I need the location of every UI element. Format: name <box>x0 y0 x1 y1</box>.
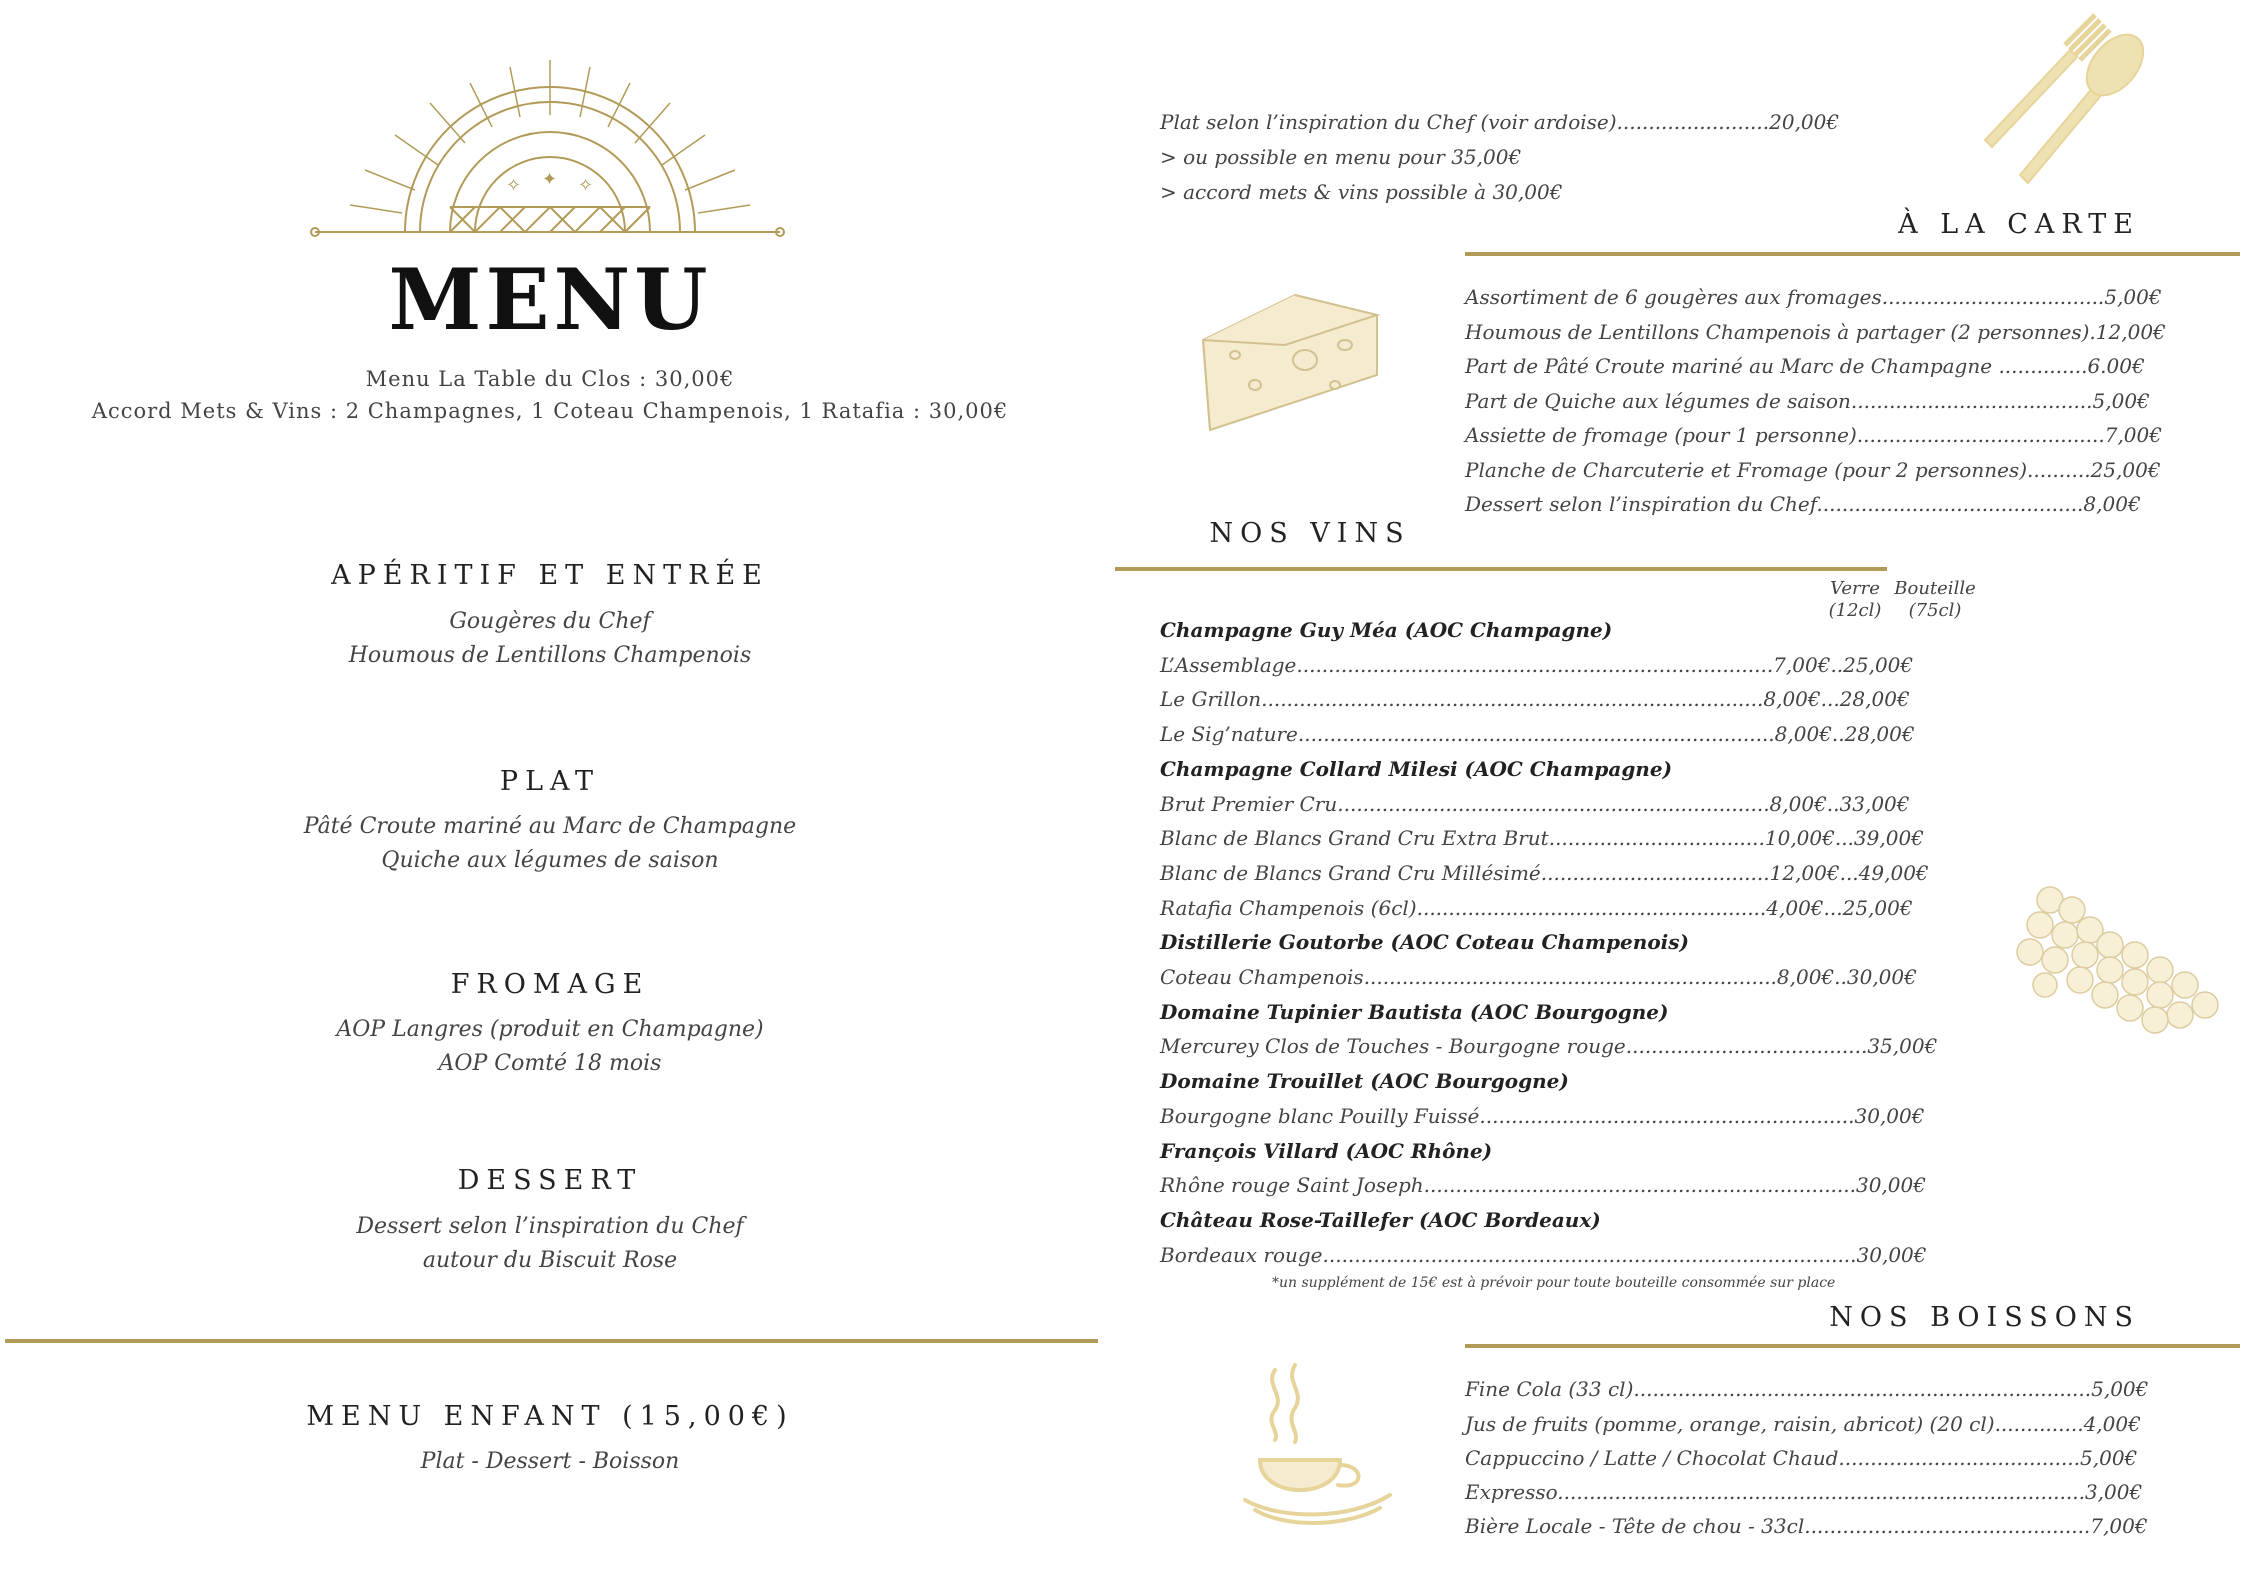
course-title-dessert: DESSERT <box>457 1165 643 1196</box>
course-item: Houmous de Lentillons Champenois <box>348 643 752 668</box>
fork-spoon-icon <box>1975 5 2155 185</box>
column-header-verre-label: Verre <box>1830 578 1880 599</box>
boisson-item: Fine Cola (33 cl)........................................................................5,00€ <box>1465 1377 2149 1401</box>
boisson-item: Bière Locale - Tête de chou - 33cl.............................................7,00€ <box>1465 1514 2148 1538</box>
course-title-aperitif: APÉRITIF ET ENTRÉE <box>331 560 769 591</box>
plat-du-jour-line: Plat selon l’inspiration du Chef (voir ardoise)........................20,00€ <box>1160 110 1840 134</box>
sun-emblem-icon <box>310 55 790 240</box>
menu-pairing-line: Accord Mets & Vins : 2 Champagnes, 1 Coteau Champenois, 1 Ratafia : 30,00€ <box>91 399 1009 423</box>
a-la-carte-item: Dessert selon l’inspiration du Chef..........................................8,00€ <box>1465 492 2141 516</box>
column-header-bouteille-size: (75cl) <box>1908 600 1962 621</box>
boisson-item: Jus de fruits (pomme, orange, raisin, abricot) (20 cl)..............4,00€ <box>1465 1412 2141 1436</box>
column-header-verre-size: (12cl) <box>1828 600 1882 621</box>
a-la-carte-item: Part de Quiche aux légumes de saison......................................5,00€ <box>1465 389 2150 413</box>
wine-item: Blanc de Blancs Grand Cru Extra Brut..................................10,00€...39,00€ <box>1160 826 1924 851</box>
menu-price-line: Menu La Table du Clos : 30,00€ <box>365 367 735 391</box>
course-item: Gougères du Chef <box>449 609 651 634</box>
wine-item: L’Assemblage...........................................................................7,00€..25,00€ <box>1160 652 1914 677</box>
boisson-item: Cappuccino / Latte / Chocolat Chaud......................................5,00€ <box>1465 1446 2138 1470</box>
wine-producer-heading: François Villard (AOC Rhône) <box>1160 1138 1493 1163</box>
wine-item: Bourgogne blanc Pouilly Fuissé...........................................................30,00€ <box>1160 1103 1925 1128</box>
divider-line <box>5 1339 1098 1343</box>
divider-line <box>1115 567 1887 571</box>
cheese-icon <box>1195 285 1385 435</box>
svg-text:✧: ✧ <box>578 175 594 196</box>
a-la-carte-item: Part de Pâté Croute mariné au Marc de Champagne ..............6.00€ <box>1465 354 2145 378</box>
wine-item: Ratafia Champenois (6cl).......................................................4,00€...25,00€ <box>1160 895 1913 920</box>
course-item: autour du Biscuit Rose <box>422 1248 678 1273</box>
wine-item: Rhône rouge Saint Joseph....................................................................30,00€ <box>1160 1173 1926 1198</box>
wine-item: Bordeaux rouge....................................................................................30,00€ <box>1160 1242 1927 1267</box>
course-title-fromage: FROMAGE <box>450 969 650 1000</box>
wine-item: Le Grillon...............................................................................8,00€...28,00€ <box>1160 687 1910 712</box>
divider-line <box>1465 252 2240 256</box>
nos-boissons-title: NOS BOISSONS <box>1829 1302 2140 1333</box>
wine-producer-heading: Champagne Guy Méa (AOC Champagne) <box>1160 618 1613 642</box>
plat-du-jour-line: > accord mets & vins possible à 30,00€ <box>1160 180 1563 204</box>
wine-producer-heading: Château Rose-Taillefer (AOC Bordeaux) <box>1160 1207 1601 1232</box>
svg-text:✦: ✦ <box>542 169 558 190</box>
course-item: Quiche aux légumes de saison <box>381 848 719 873</box>
plat-du-jour-line: > ou possible en menu pour 35,00€ <box>1160 145 1522 169</box>
wine-item: Brut Premier Cru....................................................................8,00€..33,00€ <box>1160 791 1910 816</box>
wine-item: Le Sig’nature...........................................................................8,00€..28,00€ <box>1160 722 1915 747</box>
divider-line <box>1465 1344 2240 1348</box>
wine-item: Mercurey Clos de Touches - Bourgogne rouge......................................35,00€ <box>1160 1034 1938 1059</box>
wine-producer-heading: Domaine Trouillet (AOC Bourgogne) <box>1160 1069 1569 1094</box>
menu-title: MENU <box>388 250 712 349</box>
wine-producer-heading: Domaine Tupinier Bautista (AOC Bourgogne) <box>1160 999 1669 1024</box>
a-la-carte-item: Assiette de fromage (pour 1 personne).......................................7,00€ <box>1465 423 2162 447</box>
wine-producer-heading: Champagne Collard Milesi (AOC Champagne) <box>1160 756 1673 781</box>
course-title-plat: PLAT <box>499 766 601 797</box>
wine-list <box>1160 613 1937 1272</box>
coffee-cup-icon <box>1240 1360 1400 1530</box>
course-item: Dessert selon l’inspiration du Chef <box>356 1214 744 1239</box>
grapes-icon <box>2010 870 2230 1040</box>
a-la-carte-title: À LA CARTE <box>1898 209 2140 240</box>
a-la-carte-item: Planche de Charcuterie et Fromage (pour 2 personnes)..........25,00€ <box>1465 458 2161 482</box>
wine-producer-heading: Distillerie Goutorbe (AOC Coteau Champenois) <box>1160 930 1689 955</box>
nos-vins-title: NOS VINS <box>1209 518 1411 549</box>
course-item: Pâté Croute mariné au Marc de Champagne <box>303 814 797 839</box>
boisson-item: Expresso...................................................................................3,00€ <box>1465 1480 2143 1504</box>
wine-item: Coteau Champenois.................................................................8,00€..30,00€ <box>1160 965 1917 990</box>
wine-item: Blanc de Blancs Grand Cru Millésimé....................................12,00€...49,00€ <box>1160 860 1929 885</box>
course-item: AOP Langres (produit en Champagne) <box>336 1017 764 1042</box>
a-la-carte-item: Houmous de Lentillons Champenois à partager (2 personnes).12,00€ <box>1465 320 2166 344</box>
a-la-carte-item: Assortiment de 6 gougères aux fromages...................................5,00€ <box>1465 285 2162 309</box>
wine-footnote: *un supplément de 15€ est à prévoir pour toute bouteille consommée sur place <box>1272 1275 1836 1291</box>
course-item: AOP Comté 18 mois <box>438 1051 662 1076</box>
svg-text:✧: ✧ <box>506 175 522 196</box>
column-header-bouteille-label: Bouteille <box>1894 578 1976 599</box>
kids-menu-items: Plat - Dessert - Boisson <box>420 1449 680 1474</box>
kids-menu-title: MENU ENFANT (15,00€) <box>306 1401 794 1432</box>
